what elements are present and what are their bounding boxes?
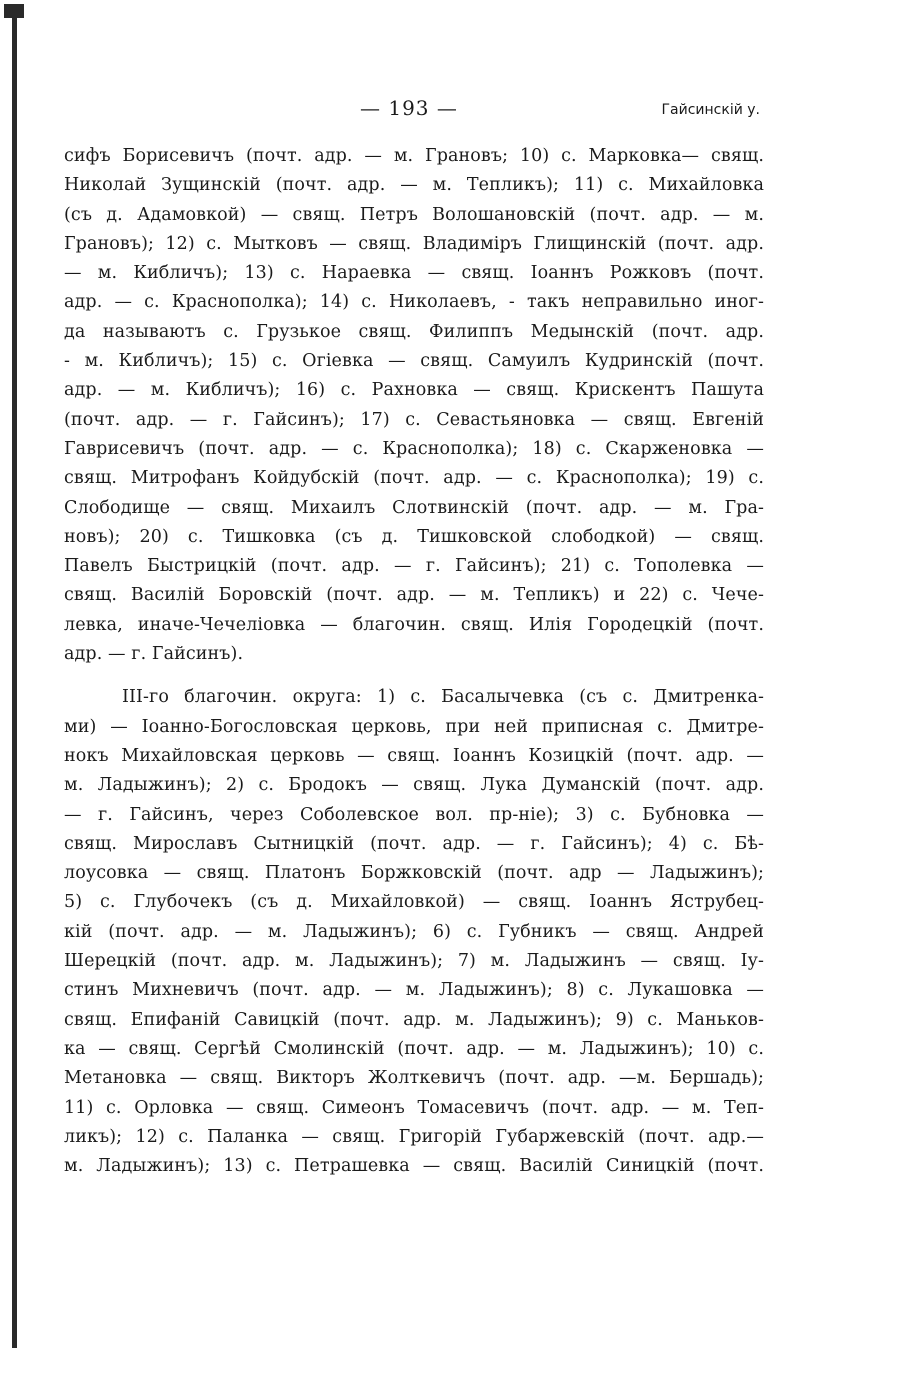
text-line: кій (почт. адр. — м. Ладыжинъ); 6) с. Губникъ — свящ. Андрей: [64, 921, 764, 942]
text-line: Метановка — свящ. Викторъ Жолткевичъ (почт. адр. —м. Бершадь);: [64, 1068, 764, 1089]
text-line: ми) — Іоанно-Богословская церковь, при ней приписная с. Дмитре-: [64, 716, 764, 737]
text-line: Слободище — свящ. Михаилъ Слотвинскій (почт. адр. — м. Гра-: [64, 497, 764, 518]
text-line: свящ. Мирославъ Сытницкій (почт. адр. — г. Гайсинъ); 4) с. Бѣ-: [64, 833, 764, 854]
text-line: ка — свящ. Сергѣй Смолинскій (почт. адр. — м. Ладыжинъ); 10) с.: [64, 1038, 764, 1059]
text-line: 11) с. Орловка — свящ. Симеонъ Томасевичъ (почт. адр. — м. Теп-: [64, 1097, 764, 1118]
text-line: сифъ Борисевичъ (почт. адр. — м. Грановъ; 10) с. Марковка— свящ.: [64, 146, 764, 166]
text-line: новъ); 20) с. Тишковка (съ д. Тишковской слободкой) — свящ.: [64, 526, 764, 547]
text-line: Павелъ Быстрицкій (почт. адр. — г. Гайсинъ); 21) с. Тополевка —: [64, 556, 764, 577]
text-line: III-го благочин. округа: 1) с. Басалычевка (съ с. Дмитренка-: [122, 687, 764, 708]
margin-rule: [12, 8, 17, 1348]
text-line: Гаврисевичъ (почт. адр. — с. Краснополка); 18) с. Скарженовка —: [64, 438, 764, 459]
text-line: да называютъ с. Грузькое свящ. Филиппъ Медынскій (почт. адр.: [64, 321, 764, 342]
text-line: Николай Зущинскій (почт. адр. — м. Тепликъ); 11) с. Михайловка: [64, 175, 764, 196]
text-line: ликъ); 12) с. Паланка — свящ. Григорій Губаржевскій (почт. адр.—: [64, 1126, 764, 1147]
text-line: адр. — м. Кибличъ); 16) с. Рахновка — свящ. Крискентъ Пашута: [64, 380, 764, 401]
text-line: - м. Кибличъ); 15) с. Огіевка — свящ. Самуилъ Кудринскій (почт.: [64, 351, 764, 372]
page-number: — 193 —: [360, 96, 458, 120]
text-line: 5) с. Глубочекъ (съ д. Михайловкой) — свящ. Іоаннъ Яструбец-: [64, 892, 764, 913]
text-line: Грановъ); 12) с. Мытковъ — свящ. Владиміръ Глищинскій (почт. адр.: [64, 233, 764, 254]
paragraph-2: [64, 683, 764, 1181]
text-line: м. Ладыжинъ); 2) с. Бродокъ — свящ. Лука Думанскій (почт. адр.: [64, 775, 764, 796]
text-line: свящ. Василій Боровскій (почт. адр. — м. Тепликъ) и 22) с. Чече-: [64, 585, 764, 606]
text-line: м. Ладыжинъ); 13) с. Петрашевка — свящ. Василій Синицкій (почт.: [64, 1156, 764, 1177]
text-line: нокъ Михайловская церковь — свящ. Іоаннъ Козицкій (почт. адр. —: [64, 745, 764, 766]
page-header: [60, 96, 760, 124]
text-line: лоусовка — свящ. Платонъ Боржковскій (почт. адр — Ладыжинъ);: [64, 863, 764, 884]
text-line: свящ. Митрофанъ Койдубскій (почт. адр. — с. Краснополка); 19) с.: [64, 468, 764, 489]
running-head: Гайсинскій у.: [661, 102, 760, 118]
text-line: левка, иначе-Чечеліовка — благочин. свящ. Илія Городецкій (почт.: [64, 614, 764, 635]
text-line: (почт. адр. — г. Гайсинъ); 17) с. Севастьяновка — свящ. Евгеній: [64, 409, 764, 430]
text-line: (съ д. Адамовкой) — свящ. Петръ Волошановскій (почт. адр. — м.: [64, 204, 764, 225]
text-line: Шерецкій (почт. адр. м. Ладыжинъ); 7) м. Ладыжинъ — свящ. Іу-: [64, 951, 764, 972]
text-line: — г. Гайсинъ, через Соболевское вол. пр-ніе); 3) с. Бубновка —: [64, 804, 764, 825]
text-line: адр. — г. Гайсинъ).: [64, 644, 244, 665]
text-line: адр. — с. Краснополка); 14) с. Николаевъ, - такъ неправильно иног-: [64, 292, 764, 313]
paragraph-1: [64, 142, 764, 669]
text-line: свящ. Епифаній Савицкій (почт. адр. м. Ладыжинъ); 9) с. Маньков-: [64, 1009, 764, 1030]
body-text: [64, 142, 764, 1181]
text-line: — м. Кибличъ); 13) с. Нараевка — свящ. Іоаннъ Рожковъ (почт.: [64, 263, 764, 284]
text-line: стинъ Михневичъ (почт. адр. — м. Ладыжинъ); 8) с. Лукашовка —: [64, 980, 764, 1001]
